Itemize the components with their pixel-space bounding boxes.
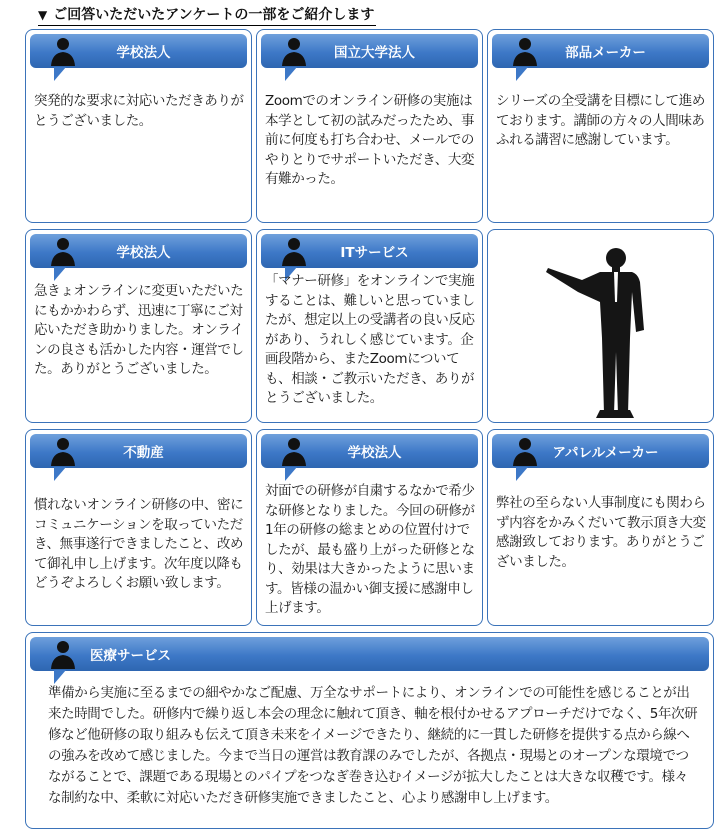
card-category: アパレルメーカー bbox=[552, 445, 659, 461]
testimonial-card bbox=[487, 429, 714, 626]
card-header bbox=[492, 34, 709, 68]
card-category: 部品メーカー bbox=[565, 45, 646, 61]
card-header bbox=[261, 34, 478, 68]
card-text: 突発的な要求に対応いただきありがとうございました。 bbox=[34, 93, 244, 129]
testimonial-card bbox=[256, 229, 483, 423]
card-category: 不動産 bbox=[123, 445, 164, 461]
testimonial-card-wide bbox=[25, 632, 714, 829]
card-text: 弊社の至らない人事制度にも関わらず内容をかみくだいて教示頂き大変感謝致しております。ありがとうございました。 bbox=[496, 495, 706, 570]
card-header bbox=[30, 234, 247, 268]
card-text: Zoomでのオンライン研修の実施は本学として初の試みだったため、事前に何度も打ち合わせ、メールでのやりとりでサポートいただき、大変有難かった。 bbox=[265, 93, 475, 187]
testimonial-card bbox=[25, 29, 252, 223]
triangle-down-icon: ▼ bbox=[38, 7, 48, 22]
card-category: 国立大学法人 bbox=[334, 45, 415, 61]
card-category: ITサービス bbox=[340, 245, 409, 261]
card-text: 「マナー研修」をオンラインで実施することは、難しいと思っていましたが、想定以上の受講者の良い反応があり、うれしく感じています。企画段階から、またZoomについても、相談・ご教示いただき、ありがとうございました。 bbox=[265, 273, 475, 406]
card-text: 慣れないオンライン研修の中、密にコミュニケーションを取っていただき、無事遂行できましたこと、改めて御礼申し上げます。次年度以降もどうぞよろしくお願い致します。 bbox=[34, 497, 244, 591]
testimonial-card bbox=[256, 429, 483, 626]
card-category: 学校法人 bbox=[347, 445, 402, 461]
card-category: 学校法人 bbox=[116, 45, 171, 61]
section-header bbox=[38, 4, 376, 26]
image-card bbox=[487, 229, 714, 423]
card-category: 学校法人 bbox=[116, 245, 171, 261]
person-icon bbox=[50, 639, 76, 669]
card-text: 急きょオンラインに変更いただいたにもかかわらず、迅速に丁寧にご対応いただき助かりました。オンラインの良さも活かした内容・運営でした。ありがとうございました。 bbox=[34, 283, 244, 377]
card-header bbox=[261, 434, 478, 468]
card-header bbox=[30, 637, 709, 671]
person-icon bbox=[281, 36, 307, 66]
presenter-silhouette bbox=[538, 242, 668, 420]
section-title: ご回答いただいたアンケートの一部をご紹介します bbox=[53, 6, 375, 23]
person-icon bbox=[281, 436, 307, 466]
card-header bbox=[261, 234, 478, 268]
card-header bbox=[492, 434, 709, 468]
card-text: 準備から実施に至るまでの細やかなご配慮、万全なサポートにより、オンラインでの可能性を感じることが出来た時間でした。研修内で繰り返し本会の理念に触れて頂き、軸を根付かせるアプローチだけでなく、5年次研修など他研修の取り組みも伝えて頂き未来をイメージできたり、継続的に一貫した研修を提供する点から線への強みを改めて感じました。今まで当日の運営は教育課のみでしたが、各拠点・現場とのオープンな環境でつながることで、課題である現場とのパイプをつなぎ巻き込むイメージが拡大したことは大きな収穫です。様々な制約な中、柔軟に対応いただき研修実施できましたこと、心より感謝申し上げます。 bbox=[48, 685, 698, 806]
testimonial-card bbox=[25, 429, 252, 626]
person-icon bbox=[512, 36, 538, 66]
card-header bbox=[30, 34, 247, 68]
card-category: 医療サービス bbox=[90, 648, 171, 664]
person-icon bbox=[281, 236, 307, 266]
testimonial-card bbox=[487, 29, 714, 223]
card-text: シリーズの全受講を目標にして進めております。講師の方々の人間味あふれる講習に感謝しています。 bbox=[496, 93, 705, 148]
card-header bbox=[30, 434, 247, 468]
person-icon bbox=[512, 436, 538, 466]
person-icon bbox=[50, 436, 76, 466]
card-text: 対面での研修が自粛するなかで希少な研修となりました。今回の研修が1年の研修の総まとめの位置付けでしたが、最も盛り上がった研修となり、効果は大きかったように思います。皆様の温かい御支援に感謝申し上げます。 bbox=[265, 483, 475, 616]
testimonial-card bbox=[25, 229, 252, 423]
person-icon bbox=[50, 236, 76, 266]
testimonial-card bbox=[256, 29, 483, 223]
person-icon bbox=[50, 36, 76, 66]
